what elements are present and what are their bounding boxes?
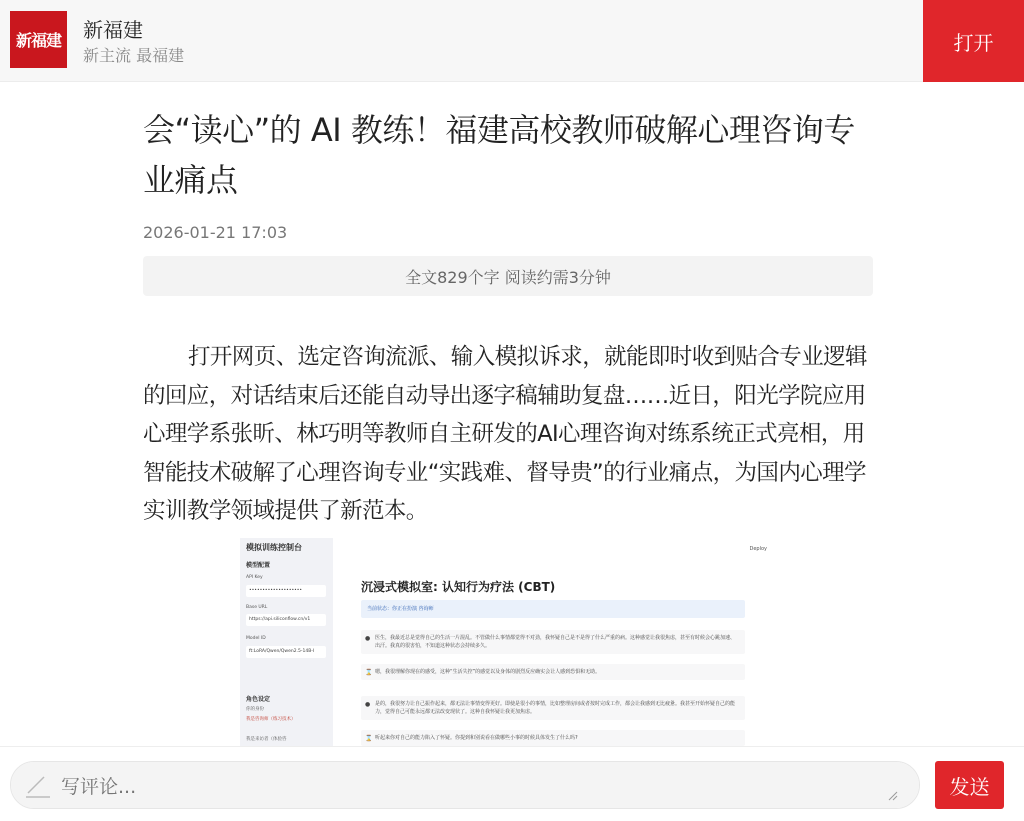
figure-deploy-label: Deploy	[749, 546, 767, 552]
figure-message: ● 是的，我很努力让自己振作起来，都无法让事情变得更好。即使是很小的事情，比如整理房间或者按时完成工作，都会让我感到无比疲惫。我甚至开始怀疑自己的能力，觉得自己可能永远都无法改变现状了。这种自我怀疑让我更加焦虑。	[361, 696, 745, 720]
figure-sidebar	[240, 538, 333, 748]
article	[143, 105, 873, 553]
figure-base-url-label: Base URL	[246, 605, 268, 610]
figure-model-id-label: Model ID	[246, 636, 266, 641]
figure-user-avatar-icon: ●	[365, 701, 371, 708]
figure-sidebar-title: 模拟训练控制台	[246, 543, 302, 552]
figure-role-option-1: 我是咨询师（练习技术）	[246, 717, 296, 722]
article-image	[240, 538, 775, 748]
send-button[interactable]: 发送	[935, 761, 1004, 809]
figure-ai-avatar-icon: ⌛	[365, 735, 373, 742]
app-logo	[10, 11, 67, 68]
figure-role-option-2: 我是来访者（体验咨	[246, 737, 287, 742]
figure-main-title: 沉浸式模拟室: 认知行为疗法 (CBT)	[361, 580, 556, 594]
figure-message: ⌛ 嗯，我很理解你现在的感受，这种“生活失控”的感觉以及身体的剧烈反应确实会让人感到恐惧和无助。	[361, 664, 745, 680]
figure-role-section: 角色设定	[246, 696, 271, 703]
pen-icon	[24, 773, 52, 799]
figure-role-label: 你的身份	[246, 707, 264, 712]
figure-ai-avatar-icon: ⌛	[365, 669, 373, 676]
figure-status: 当前状态：你正在扮演 咨询师	[361, 600, 745, 618]
figure-user-avatar-icon: ●	[365, 635, 371, 642]
comment-input[interactable]	[10, 761, 920, 809]
figure-api-key-label: API Key	[246, 575, 263, 580]
publish-date: 2026-01-21 17:03	[143, 223, 288, 242]
open-app-button[interactable]: 打开	[923, 0, 1024, 82]
figure-main	[333, 538, 775, 748]
article-paragraph: 打开网页、选定咨询流派、输入模拟诉求，就能即时收到贴合专业逻辑的回应，对话结束后还能自动导出逐字稿辅助复盘……近日，阳光学院应用心理学系张昕、林巧明等教师自主研发的AI心理咨询对练系统正式亮相，用智能技术破解了心理咨询专业“实践难、督导贵”的行业痛点，为国内心理学实训教学领域提供了新范本。	[143, 344, 867, 524]
app-banner	[0, 0, 1024, 82]
figure-api-key-field: ••••••••••••••••••••	[246, 585, 326, 597]
comment-bar	[0, 746, 1024, 821]
resize-handle-icon[interactable]	[888, 791, 898, 801]
figure-model-section: 模型配置	[246, 562, 271, 569]
figure-message: ● 医生，我最近总是觉得自己的生活一片混乱。不管做什么事情都觉得不对劲，我怀疑自己是不是得了什么严重的病。这种感觉让我很焦虑，甚至有时候会心跳加速、出汗。我真的很害怕，不知道这种状态会持续多久。	[361, 630, 745, 654]
logo-text: 新福建	[15, 31, 61, 50]
app-name: 新福建	[83, 18, 143, 42]
app-slogan: 新主流 最福建	[83, 46, 185, 65]
article-title: 会“读心”的 AI 教练！福建高校教师破解心理咨询专业痛点	[143, 111, 855, 199]
figure-base-url-field: https://api.siliconflow.cn/v1	[246, 614, 326, 626]
figure-model-id-field: ft:LoRA/Qwen/Qwen2.5-14B-I	[246, 646, 326, 658]
figure-message: ⌛ 听起来你对自己的能力陷入了怀疑。你提到和别说看在做哪些小事的时候具体发生了什么吗?	[361, 730, 745, 746]
reading-summary: 全文829个字 阅读约需3分钟	[143, 256, 873, 296]
